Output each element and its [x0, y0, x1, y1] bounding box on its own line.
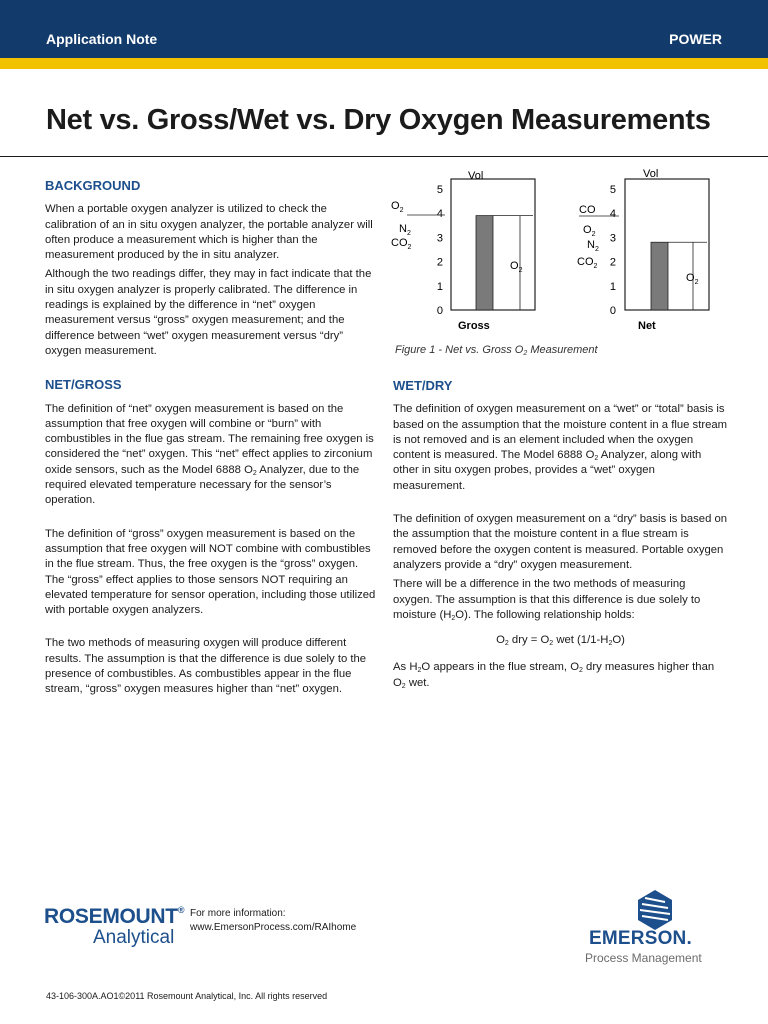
- background-paragraph-2: Although the two readings differ, they may in fact indicate that the in situ oxygen analyzer is properly calibrated. The difference in readings is explained by the difference in “net” oxygen measurement versus “gross” oxygen measurement; and the difference between “wet” oxygen measurement versus “dry” oxygen measurement.: [45, 268, 372, 357]
- net-gross-paragraph-1: The definition of “net” oxygen measurement is based on the assumption that free oxygen will combine or “burn” with combustibles in the flue gas stream. The remaining free oxygen is considered the “net” oxygen. This “net” effect applies to zirconium oxide sensors, such as the Model 6888 $O_2$ Analyzer, due to the required elevated temperature necessary for the sensor’s operation.: [45, 402, 374, 507]
- net-tick-4: 4: [609, 208, 616, 221]
- gross-label: Gross: [458, 320, 490, 332]
- header-category: POWER: [669, 31, 722, 47]
- rosemount-brand: ROSEMOUNT: [44, 905, 178, 928]
- gross-tick-3: 3: [436, 232, 443, 245]
- copyright-footer: 43-106-300A.AO1©2011 Rosemount Analytical, Inc. All rights reserved: [46, 991, 328, 1001]
- net-vol-label: Vol: [643, 168, 659, 180]
- gross-axis-ticks: [437, 184, 443, 317]
- gross-bar-o2-label: $O_2$: [510, 260, 523, 274]
- background-heading: BACKGROUND: [45, 178, 141, 193]
- gross-co2-label: $CO_2$: [391, 237, 412, 251]
- emerson-brand: EMERSON.: [589, 928, 692, 949]
- gross-tick-0: 0: [436, 305, 443, 317]
- net-co2-label: $CO_2$: [577, 256, 598, 270]
- wet-dry-paragraph-3: There will be a difference in the two methods of measuring oxygen. The assumption is that this difference is due solely to moisture $(H_2O)$. The following relationship holds:: [393, 578, 701, 622]
- gross-tick-1: 1: [436, 280, 443, 293]
- header-application-note: Application Note: [46, 31, 158, 47]
- rosemount-analytical: Analytical: [93, 927, 175, 948]
- left-column: [45, 178, 380, 702]
- more-info-label: For more information:: [190, 908, 286, 919]
- figure-caption: Figure 1 - Net vs. Gross $O_2$ Measurement: [395, 344, 598, 357]
- wet-dry-heading: WET/DRY: [393, 378, 453, 393]
- header-bar: [0, 0, 768, 58]
- rosemount-logo: [44, 905, 184, 949]
- net-tick-0: 0: [609, 305, 616, 317]
- gross-tick-2: 2: [436, 256, 443, 269]
- net-bar: [651, 242, 668, 310]
- net-tick-1: 1: [609, 280, 616, 293]
- net-tick-2: 2: [609, 256, 616, 269]
- gross-tick-5: 5: [436, 184, 443, 196]
- gross-o2-label: $O_2$: [391, 200, 404, 214]
- background-paragraph-1: When a portable oxygen analyzer is utilized to check the calibration of an in situ oxygen analyzer, the portable analyzer will often produce a measurement which is higher than the measurement produced by the in situ analyzer.: [45, 203, 373, 262]
- wet-dry-paragraph-4: As $H_2O$ appears in the flue stream, $O_2$ dry measures higher than $O_2$ wet.: [393, 661, 715, 690]
- oxygen-formula: $O_2$ dry = $O_2$ wet $(1/1-H_2O)$: [496, 634, 625, 648]
- net-n2-label: $N_2$: [587, 239, 599, 253]
- net-vs-gross-figure: [393, 165, 723, 340]
- page-title: Net vs. Gross/Wet vs. Dry Oxygen Measurements: [46, 104, 711, 136]
- net-gross-paragraph-2: The definition of “gross” oxygen measurement is based on the assumption that free oxygen will NOT combine with combustibles in the flue stream. Thus, the free oxygen is the “gross” oxygen. The “gross” effect applies to those sensors NOT requiring an elevated temperature for sensor operation, including those utilized with portable oxygen analyzers.: [45, 527, 376, 617]
- gross-n2-label: $N_2$: [399, 223, 411, 237]
- net-gross-paragraph-3: The two methods of measuring oxygen will produce different results. The assumption is that the difference is due solely to the presence of combustibles. As combustibles appear in the flue stream, “gross” oxygen measures higher than “net” oxygen.: [45, 637, 367, 696]
- wet-dry-paragraph-1: The definition of oxygen measurement on a “wet” or “total” basis is based on the assumption that the moisture content in a flue stream is not removed and is an element included when the oxygen content is measured. The Model 6888 $O_2$ Analyzer, along with other in situ oxygen probes, provides a “wet” oxygen measurement.: [393, 403, 728, 492]
- wet-dry-paragraph-2: The definition of oxygen measurement on a “dry” basis is based on the assumption that the moisture content in a flue stream is removed before the oxygen content is measured. Portable oxygen analyzers provide a “dry” oxygen measurement.: [393, 513, 728, 571]
- title-divider: [0, 156, 768, 157]
- net-gross-heading: NET/GROSS: [45, 377, 122, 393]
- more-information: [190, 907, 356, 935]
- header-stripe: [0, 58, 768, 69]
- net-tick-3: 3: [609, 232, 616, 245]
- emerson-process-management: Process Management: [585, 951, 702, 965]
- net-tick-5: 5: [609, 184, 616, 196]
- net-label: Net: [638, 320, 656, 332]
- gross-panel: [391, 170, 535, 332]
- rosemount-trademark: ®: [177, 905, 185, 915]
- net-co-label: CO: [579, 204, 596, 216]
- net-panel: [577, 168, 709, 332]
- net-o2-label: $O_2$: [583, 224, 596, 238]
- more-info-link[interactable]: www.EmersonProcess.com/RAIhome: [190, 922, 357, 933]
- gross-tick-4: 4: [436, 208, 443, 221]
- net-bar-o2-label: $O_2$: [686, 272, 699, 286]
- net-axis-ticks: [610, 184, 616, 317]
- gross-vol-label: Vol: [468, 170, 484, 182]
- right-column: [393, 378, 728, 695]
- gross-bar: [476, 216, 493, 310]
